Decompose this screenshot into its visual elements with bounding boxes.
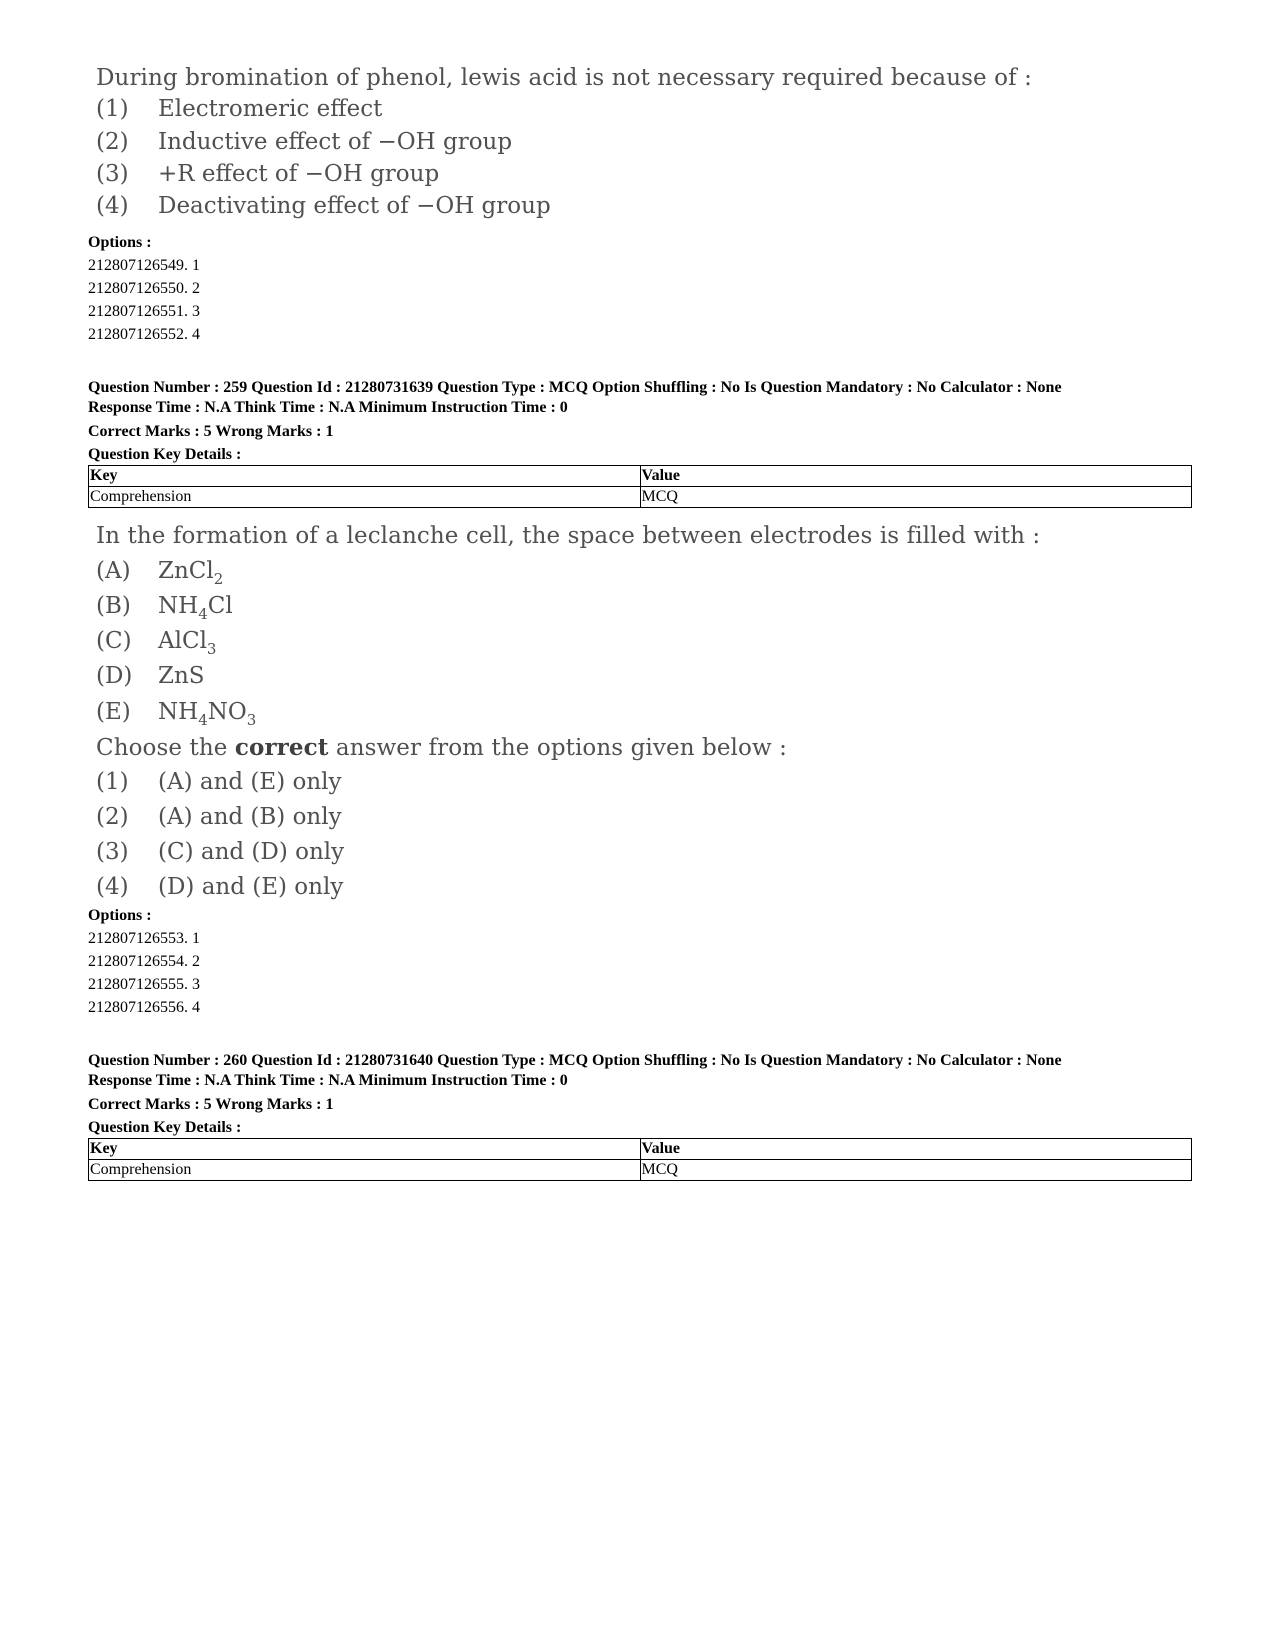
- question-258-image: [96, 63, 1032, 222]
- option-item: 212807126551. 3: [88, 303, 200, 320]
- options-label: Options :: [88, 234, 152, 251]
- choice-number: (4): [96, 874, 129, 900]
- table-cell-value: MCQ: [640, 487, 1192, 508]
- table-header-row: [89, 1139, 1192, 1160]
- key-details-label: Question Key Details :: [88, 1119, 242, 1136]
- choice-text: (D) and (E) only: [158, 874, 344, 900]
- item-label: (D): [96, 663, 133, 689]
- table-row: [89, 1160, 1192, 1181]
- question-stem: In the formation of a leclanche cell, the space between electrodes is filled with :: [96, 523, 1041, 549]
- choose-instruction: Choose the correct answer from the options given below :: [96, 734, 788, 761]
- table-cell-key: Comprehension: [89, 487, 641, 508]
- choice-row: [96, 835, 1040, 870]
- question-meta: Question Number : 260 Question Id : 21280731640 Question Type : MCQ Option Shuffling : No Is Question Mandatory : No Calculator : None: [88, 1052, 1062, 1069]
- question-timing: Response Time : N.A Think Time : N.A Minimum Instruction Time : 0: [88, 1072, 568, 1089]
- question-key-table: [88, 465, 1192, 508]
- choice-number: (4): [96, 193, 129, 219]
- options-label: Options :: [88, 907, 152, 924]
- choice-number: (2): [96, 129, 129, 155]
- choice-text: (A) and (E) only: [158, 769, 342, 795]
- options-block: [88, 904, 200, 1019]
- choice-number: (3): [96, 161, 129, 187]
- choice-row: [96, 765, 1040, 800]
- choice-row: [96, 870, 1040, 905]
- choice-text: Inductive effect of −OH group: [158, 129, 513, 155]
- item-row: [96, 659, 1040, 694]
- item-row: [96, 624, 1040, 659]
- question-marks: Correct Marks : 5 Wrong Marks : 1: [88, 1096, 334, 1113]
- choice-row: [96, 158, 1032, 190]
- table-header-value: Value: [640, 1139, 1192, 1160]
- option-item: 212807126556. 4: [88, 999, 200, 1016]
- question-timing: Response Time : N.A Think Time : N.A Minimum Instruction Time : 0: [88, 399, 568, 416]
- choice-number: (2): [96, 804, 129, 830]
- item-formula: AlCl$_3$: [158, 628, 217, 658]
- item-label: (E): [96, 699, 131, 725]
- question-key-table: [88, 1138, 1192, 1181]
- choice-text: (C) and (D) only: [158, 839, 345, 865]
- choice-row: [96, 126, 1032, 158]
- item-formula: ZnS: [158, 663, 205, 689]
- choice-number: (3): [96, 839, 129, 865]
- choice-text: +R effect of −OH group: [158, 161, 440, 187]
- choice-row: [96, 800, 1040, 835]
- option-item: 212807126555. 3: [88, 976, 200, 993]
- question-stem: During bromination of phenol, lewis acid is not necessary required because of :: [96, 65, 1032, 91]
- table-cell-key: Comprehension: [89, 1160, 641, 1181]
- choice-text: Deactivating effect of −OH group: [158, 193, 551, 219]
- item-formula: $NH_4NO_3$: [158, 699, 257, 729]
- question-marks: Correct Marks : 5 Wrong Marks : 1: [88, 423, 334, 440]
- choice-row: [96, 190, 1032, 222]
- option-item: 212807126552. 4: [88, 326, 200, 343]
- question-260-header: [88, 1051, 1062, 1139]
- item-row: [96, 589, 1040, 624]
- table-row: [89, 487, 1192, 508]
- choice-number: (1): [96, 769, 129, 795]
- option-item: 212807126550. 2: [88, 280, 200, 297]
- table-header-row: [89, 466, 1192, 487]
- table-header-key: Key: [89, 466, 641, 487]
- question-259-header: [88, 378, 1062, 466]
- item-row: [96, 694, 1040, 730]
- option-item: 212807126553. 1: [88, 930, 200, 947]
- option-item: 212807126549. 1: [88, 257, 200, 274]
- key-details-label: Question Key Details :: [88, 446, 242, 463]
- table-header-value: Value: [640, 466, 1192, 487]
- item-label: (B): [96, 593, 131, 619]
- item-label: (A): [96, 558, 131, 584]
- table-header-key: Key: [89, 1139, 641, 1160]
- choice-number: (1): [96, 96, 129, 122]
- choice-text: (A) and (B) only: [158, 804, 342, 830]
- question-259-image: [96, 519, 1040, 905]
- option-item: 212807126554. 2: [88, 953, 200, 970]
- item-label: (C): [96, 628, 132, 654]
- item-row: [96, 553, 1040, 589]
- item-formula: $NH_4Cl$: [158, 593, 233, 623]
- choice-row: [96, 93, 1032, 126]
- table-cell-value: MCQ: [640, 1160, 1192, 1181]
- choice-text: Electromeric effect: [158, 96, 383, 122]
- options-block: [88, 231, 200, 346]
- question-meta: Question Number : 259 Question Id : 21280731639 Question Type : MCQ Option Shuffling : No Is Question Mandatory : No Calculator : None: [88, 379, 1062, 396]
- item-formula: ZnCl$_2$: [158, 558, 224, 588]
